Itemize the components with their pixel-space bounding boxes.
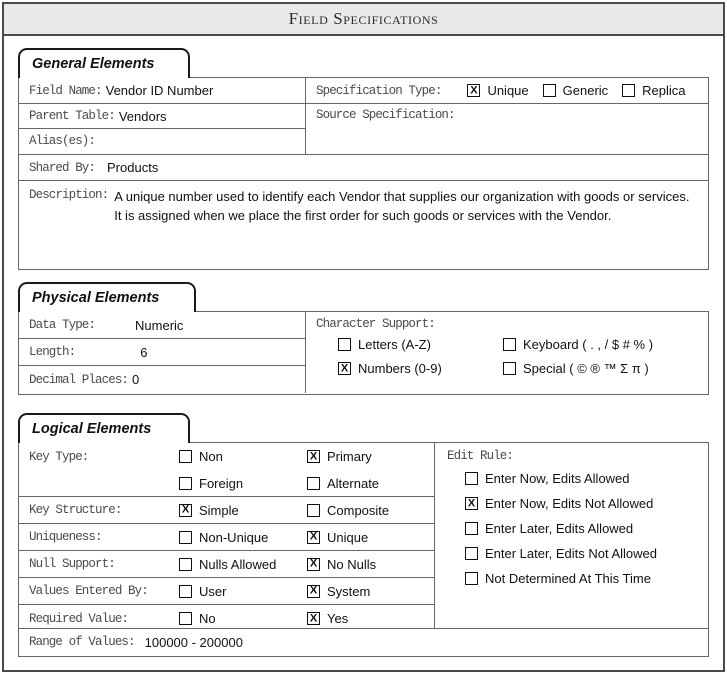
- checkbox-letters[interactable]: [338, 338, 351, 351]
- length-cell: [19, 339, 305, 366]
- field-name-label: Field Name:: [29, 83, 102, 98]
- section-physical-elements: [18, 282, 709, 406]
- description-label: Description:: [29, 188, 109, 202]
- null-support-row: [19, 551, 434, 578]
- physical-elements-grid: [18, 311, 709, 395]
- null-support-option-nulls-allowed[interactable]: [179, 557, 307, 572]
- spec-type-option-replica-label: Replica: [642, 83, 686, 98]
- checkbox-null-support-nulls-allowed[interactable]: [179, 558, 192, 571]
- shared-by-cell: [19, 155, 708, 180]
- page-title: Field Specifications: [288, 9, 439, 28]
- key-type-option-primary[interactable]: [307, 449, 372, 464]
- checkbox-replica[interactable]: [622, 84, 635, 97]
- required-value-option-yes[interactable]: [307, 611, 348, 626]
- checkbox-values-entered-by-system[interactable]: [307, 585, 320, 598]
- checkbox-key-structure-composite[interactable]: [307, 504, 320, 517]
- tab-logical-elements: [18, 413, 190, 443]
- char-support-option-keyboard-label: Keyboard ( . , / $ # % ): [523, 337, 654, 352]
- key-structure-option-composite[interactable]: [307, 503, 389, 518]
- values-entered-by-label: Values Entered By:: [29, 584, 148, 598]
- checkbox-keyboard[interactable]: [503, 338, 516, 351]
- key-structure-row: [19, 497, 434, 524]
- values-entered-by-option-user-label: User: [199, 583, 227, 599]
- uniqueness-row: [19, 524, 434, 551]
- uniqueness-option-non-unique[interactable]: [179, 530, 307, 545]
- checkbox-edit-rule-not-determined[interactable]: [465, 572, 478, 585]
- spec-type-option-unique[interactable]: [467, 83, 528, 98]
- range-of-values-cell: [19, 629, 708, 655]
- row-description: [19, 181, 708, 267]
- required-value-row: [19, 605, 434, 632]
- char-support-option-numbers[interactable]: [338, 361, 503, 376]
- char-support-option-numbers-label: Numbers (0-9): [358, 361, 442, 376]
- range-of-values-value[interactable]: 100000 - 200000: [144, 634, 243, 650]
- field-name-value[interactable]: Vendor ID Number: [105, 83, 214, 98]
- edit-rule-option-3-label: Enter Later, Edits Allowed: [485, 521, 634, 536]
- description-cell: [19, 181, 708, 267]
- form-outer-frame: [2, 2, 725, 672]
- edit-rule-option-1-label: Enter Now, Edits Allowed: [485, 471, 630, 486]
- spec-type-option-replica[interactable]: [622, 83, 685, 98]
- physical-left-column: [19, 312, 306, 393]
- spec-type-option-generic-label: Generic: [562, 83, 609, 98]
- data-type-cell: [19, 312, 305, 339]
- key-structure-option-simple-label: Simple: [199, 502, 239, 518]
- parent-table-value[interactable]: Vendors: [118, 108, 167, 124]
- section-logical-elements: [18, 413, 709, 666]
- tab-general-elements-label: General Elements: [32, 56, 155, 72]
- values-entered-by-option-system-label: System: [327, 583, 371, 599]
- edit-rule-option-5-label: Not Determined At This Time: [485, 571, 651, 586]
- key-type-label: Key Type:: [29, 449, 89, 464]
- spec-type-option-generic[interactable]: [543, 83, 609, 98]
- checkbox-edit-rule-enter-now-edits-not-allowed[interactable]: [465, 497, 478, 510]
- checkbox-null-support-no-nulls[interactable]: [307, 558, 320, 571]
- section-general-elements: [18, 48, 709, 270]
- required-value-option-yes-label: Yes: [327, 611, 349, 626]
- key-type-block: [19, 443, 434, 497]
- checkbox-special[interactable]: [503, 362, 516, 375]
- char-support-option-special[interactable]: [503, 361, 649, 376]
- logical-left-column: [19, 443, 435, 628]
- uniqueness-option-unique-label: Unique: [327, 529, 369, 545]
- checkbox-key-type-primary[interactable]: [307, 450, 320, 463]
- character-support-options: [316, 337, 708, 376]
- specification-type-label: Specification Type:: [316, 83, 442, 98]
- key-type-option-alternate-label: Alternate: [327, 476, 380, 491]
- checkbox-required-value-no[interactable]: [179, 612, 192, 625]
- char-support-option-letters-label: Letters (A-Z): [358, 337, 431, 352]
- values-entered-by-option-user[interactable]: [179, 584, 307, 599]
- key-type-row-1: [19, 443, 434, 470]
- null-support-label: Null Support:: [29, 557, 115, 571]
- decimal-places-cell: [19, 366, 305, 393]
- character-support-label: Character Support:: [316, 317, 435, 331]
- shared-by-value[interactable]: Products: [107, 160, 159, 175]
- checkbox-unique[interactable]: [467, 84, 480, 97]
- tab-general-elements: [18, 48, 190, 78]
- key-type-option-foreign[interactable]: [179, 476, 307, 491]
- edit-rule-option-4[interactable]: [465, 546, 657, 561]
- alias-cell: [19, 129, 305, 153]
- tab-physical-elements-label: Physical Elements: [32, 290, 160, 306]
- logical-elements-grid: [18, 442, 709, 657]
- length-label: Length:: [29, 345, 76, 359]
- parent-table-label: Parent Table:: [29, 109, 115, 123]
- checkbox-values-entered-by-user[interactable]: [179, 585, 192, 598]
- source-specification-label: Source Specification:: [316, 108, 455, 122]
- length-value[interactable]: 6: [140, 344, 148, 360]
- key-type-row-2: [19, 470, 434, 497]
- key-type-option-non[interactable]: [179, 449, 307, 464]
- description-value[interactable]: A unique number used to identify each Vendor that supplies our organization with goods or services. It is assigned when we place the first order for such goods or services with the Vendor.: [114, 189, 690, 223]
- checkbox-uniqueness-unique[interactable]: [307, 531, 320, 544]
- checkbox-key-type-non[interactable]: [179, 450, 192, 463]
- uniqueness-option-unique[interactable]: [307, 530, 368, 545]
- values-entered-by-option-system[interactable]: [307, 584, 370, 599]
- data-type-value[interactable]: Numeric: [135, 317, 184, 333]
- required-value-label: Required Value:: [29, 611, 129, 626]
- tab-logical-elements-label: Logical Elements: [32, 421, 152, 437]
- values-entered-by-row: [19, 578, 434, 605]
- range-of-values-label: Range of Values:: [29, 635, 135, 649]
- spec-type-option-unique-label: Unique: [487, 83, 529, 98]
- key-type-option-primary-label: Primary: [327, 449, 372, 464]
- edit-rule-option-2-label: Enter Now, Edits Not Allowed: [485, 496, 654, 511]
- source-specification-cell[interactable]: [306, 104, 708, 154]
- character-support-cell: [306, 312, 708, 393]
- key-structure-label: Key Structure:: [29, 503, 122, 517]
- edit-rule-option-3[interactable]: [465, 521, 633, 536]
- checkbox-edit-rule-enter-later-edits-allowed[interactable]: [465, 522, 478, 535]
- edit-rule-option-2[interactable]: [465, 496, 653, 511]
- row-parent-table-alias: [19, 104, 708, 155]
- char-support-option-special-label: Special ( © ® ™ Σ π ): [523, 361, 649, 376]
- logical-upper-block: [19, 443, 708, 629]
- range-of-values-row: [19, 629, 708, 655]
- required-value-option-no-label: No: [199, 611, 216, 626]
- field-name-cell: [19, 78, 306, 103]
- checkbox-numbers[interactable]: [338, 362, 351, 375]
- key-structure-option-composite-label: Composite: [327, 502, 390, 518]
- required-value-option-no[interactable]: [179, 611, 307, 626]
- edit-rule-option-4-label: Enter Later, Edits Not Allowed: [485, 546, 657, 561]
- row-shared-by: [19, 155, 708, 181]
- parent-table-alias-column: [19, 104, 306, 154]
- specification-type-cell: [306, 78, 708, 103]
- shared-by-label: Shared By:: [29, 160, 96, 175]
- null-support-option-nulls-allowed-label: Nulls Allowed: [199, 556, 277, 572]
- edit-rule-option-5[interactable]: [465, 571, 651, 586]
- tab-physical-elements: [18, 282, 196, 312]
- decimal-places-value[interactable]: 0: [132, 372, 140, 387]
- general-elements-grid: [18, 77, 709, 270]
- data-type-label: Data Type:: [29, 318, 96, 332]
- parent-table-cell: [19, 104, 305, 129]
- null-support-option-no-nulls-label: No Nulls: [327, 556, 377, 572]
- checkbox-key-structure-simple[interactable]: [179, 504, 192, 517]
- edit-rule-label: Edit Rule:: [447, 449, 514, 463]
- checkbox-generic[interactable]: [543, 84, 556, 97]
- checkbox-edit-rule-enter-now-edits-allowed[interactable]: [465, 472, 478, 485]
- edit-rule-option-1[interactable]: [465, 471, 630, 486]
- row-field-name: [19, 78, 708, 104]
- decimal-places-label: Decimal Places:: [29, 372, 129, 387]
- key-type-option-foreign-label: Foreign: [199, 476, 244, 491]
- edit-rule-cell: [435, 443, 708, 628]
- alias-label: Alias(es):: [29, 134, 96, 148]
- form-title-bar: [4, 4, 723, 36]
- uniqueness-label: Uniqueness:: [29, 530, 102, 544]
- uniqueness-option-non-unique-label: Non-Unique: [199, 529, 269, 545]
- char-support-option-letters[interactable]: [338, 337, 503, 352]
- key-type-option-alternate[interactable]: [307, 476, 379, 491]
- key-structure-option-simple[interactable]: [179, 503, 307, 518]
- key-type-option-non-label: Non: [199, 449, 223, 464]
- checkbox-key-type-alternate[interactable]: [307, 477, 320, 490]
- checkbox-edit-rule-enter-later-edits-not-allowed[interactable]: [465, 547, 478, 560]
- checkbox-required-value-yes[interactable]: [307, 612, 320, 625]
- char-support-option-keyboard[interactable]: [503, 337, 653, 352]
- checkbox-key-type-foreign[interactable]: [179, 477, 192, 490]
- checkbox-uniqueness-non-unique[interactable]: [179, 531, 192, 544]
- physical-rows: [19, 312, 708, 393]
- null-support-option-no-nulls[interactable]: [307, 557, 376, 572]
